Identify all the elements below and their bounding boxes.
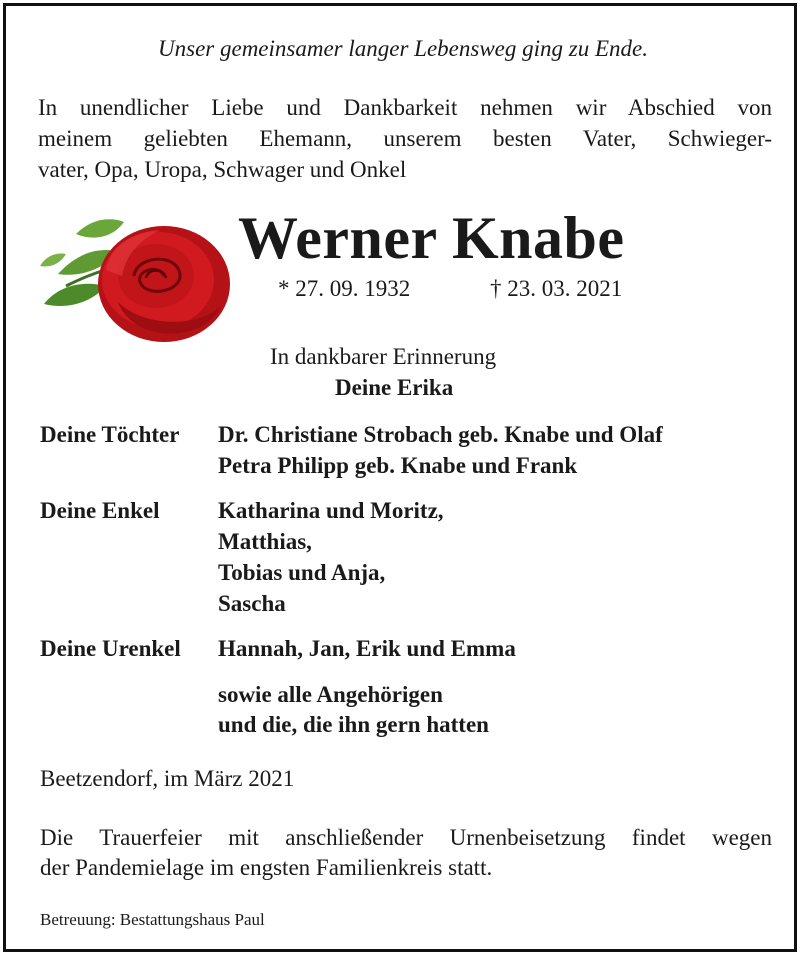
family-name-line: Hannah, Jan, Erik und Emma [218, 636, 516, 661]
obituary-frame [3, 3, 797, 952]
family-name-line: Dr. Christiane Strobach geb. Knabe und Olaf [218, 422, 663, 447]
rose-leaf [40, 254, 66, 267]
rose-leaf [76, 219, 124, 237]
intro-text [38, 92, 772, 185]
motto: Unser gemeinsamer langer Lebensweg ging zu Ende. [158, 36, 648, 61]
deceased-name: Werner Knabe [238, 205, 625, 271]
family-name-line: Sascha [218, 591, 286, 616]
funeral-home-credit: Betreuung: Bestattungshaus Paul [40, 910, 265, 929]
funeral-note [40, 823, 772, 883]
birth-date: * 27. 09. 1932 [278, 276, 411, 301]
family-name-line: Tobias und Anja, [218, 560, 386, 585]
relatives-line: sowie alle Angehörigen [218, 682, 443, 707]
funeral-note-line: Die Trauerfeier mit anschließender Urnenbeisetzung findet wegen [40, 825, 772, 850]
family-name-line: Petra Philipp geb. Knabe und Frank [218, 453, 578, 478]
intro-line: In unendlicher Liebe und Dankbarkeit nehmen wir Abschied von [38, 95, 772, 120]
intro-line: vater, Opa, Uropa, Schwager und Onkel [38, 157, 407, 182]
family-label-grandchildren: Deine Enkel [40, 498, 160, 523]
place-date: Beetzendorf, im März 2021 [40, 766, 295, 791]
family-name-line: Katharina und Moritz, [218, 498, 444, 523]
memory-text: In dankbarer Erinnerung [270, 344, 497, 369]
spouse-name: Deine Erika [335, 375, 454, 400]
relatives-line: und die, die ihn gern hatten [218, 712, 489, 737]
rose-leaf [44, 284, 106, 306]
intro-line: meinem geliebten Ehemann, unserem besten Vater, Schwieger- [38, 126, 772, 151]
red-rose-icon [36, 206, 236, 356]
family-label-great-grandchildren: Deine Urenkel [40, 636, 181, 661]
death-date: † 23. 03. 2021 [490, 276, 623, 301]
family-label-daughters: Deine Töchter [40, 422, 180, 447]
family-name-line: Matthias, [218, 529, 312, 554]
funeral-note-line: der Pandemielage im engsten Familienkreis statt. [40, 855, 493, 880]
